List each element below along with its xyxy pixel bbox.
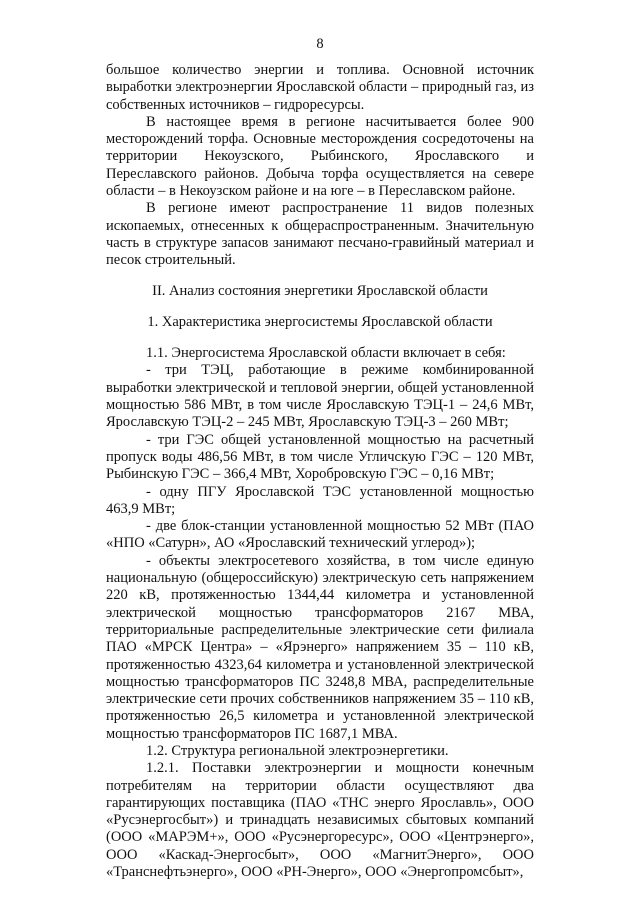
list-item: - две блок-станции установленной мощностью 52 МВт (ПАО «НПО «Сатурн», АО «Ярославский технический углерод»); <box>106 518 534 552</box>
list-item: - объекты электросетевого хозяйства, в том числе единую национальную (общероссийскую) электрическую сеть напряжением 220 кВ, протяженностью 1344,44 километра и установленной электрической мощностью трансформаторов 2167 МВА, территориальные распределительные электрические сети филиала ПАО «МРСК Центра» – «Ярэнерго» напряжением 35 – 110 кВ, протяженностью 4323,64 километра и установленной электрической мощностью трансформаторов ПС 3248,8 МВА, распределительные электрические сети прочих собственников напряжением 35 – 110 кВ, протяженностью 26,5 километра и установленной электрической мощностью трансформаторов ПС 1687,1 МВА. <box>106 552 534 742</box>
list-item: - три ГЭС общей установленной мощностью на расчетный пропуск воды 486,56 МВт, в том числе Угличскую ГЭС – 120 МВт, Рыбинскую ГЭС – 366,4 МВт, Хоробровскую ГЭС – 0,16 МВт; <box>106 431 534 483</box>
paragraph: 1.1. Энергосистема Ярославской области включает в себя: <box>146 345 506 362</box>
page-number: 8 <box>316 36 324 52</box>
paragraph: 1.2.1. Поставки электроэнергии и мощности конечным потребителям на территории области осуществляют два гарантирующих поставщика (ПАО «ТНС энерго Ярославль», ООО «Русэнергосбыт») и тринадцать независимых сбытовых компаний (ООО «МАРЭМ+», ООО «Русэнергоресурс», ООО «Центрэнерго», ООО «Каскад-Энергосбыт», ООО «МагнитЭнерго», ООО «Транснефтьэнерго», ООО «РН-Энерго», ООО «Энергопромсбыт», <box>106 760 534 881</box>
section-heading: II. Анализ состояния энергетики Ярославской области <box>152 282 488 299</box>
paragraph: 1.2. Структура региональной электроэнергетики. <box>146 742 449 759</box>
document-body <box>106 62 534 881</box>
paragraph: большое количество энергии и топлива. Основной источник выработки электроэнергии Ярославской области – природный газ, из собственных источников – гидроресурсы. <box>106 62 534 113</box>
list-item: - три ТЭЦ, работающие в режиме комбинированной выработки электрической и тепловой энергии, общей установленной мощностью 586 МВт, в том числе Ярославскую ТЭЦ-1 – 24,6 МВт, Ярославскую ТЭЦ-2 – 245 МВт, Ярославскую ТЭЦ-3 – 260 МВт; <box>106 362 534 431</box>
paragraph: В настоящее время в регионе насчитывается более 900 месторождений торфа. Основные месторождения сосредоточены на территории Некоузского, Рыбинского, Ярославского и Переславского районов. Добыча торфа осуществляется на севере области – в Некоузском районе и на юге – в Переславском районе. <box>106 113 534 200</box>
paragraph: В регионе имеют распространение 11 видов полезных ископаемых, отнесенных к общераспространенным. Значительную часть в структуре запасов занимают песчано-гравийный материал и песок строительный. <box>106 200 534 269</box>
list-item: - одну ПГУ Ярославской ТЭС установленной мощностью 463,9 МВт; <box>106 483 534 517</box>
subsection-heading: 1. Характеристика энергосистемы Ярославской области <box>147 313 493 330</box>
